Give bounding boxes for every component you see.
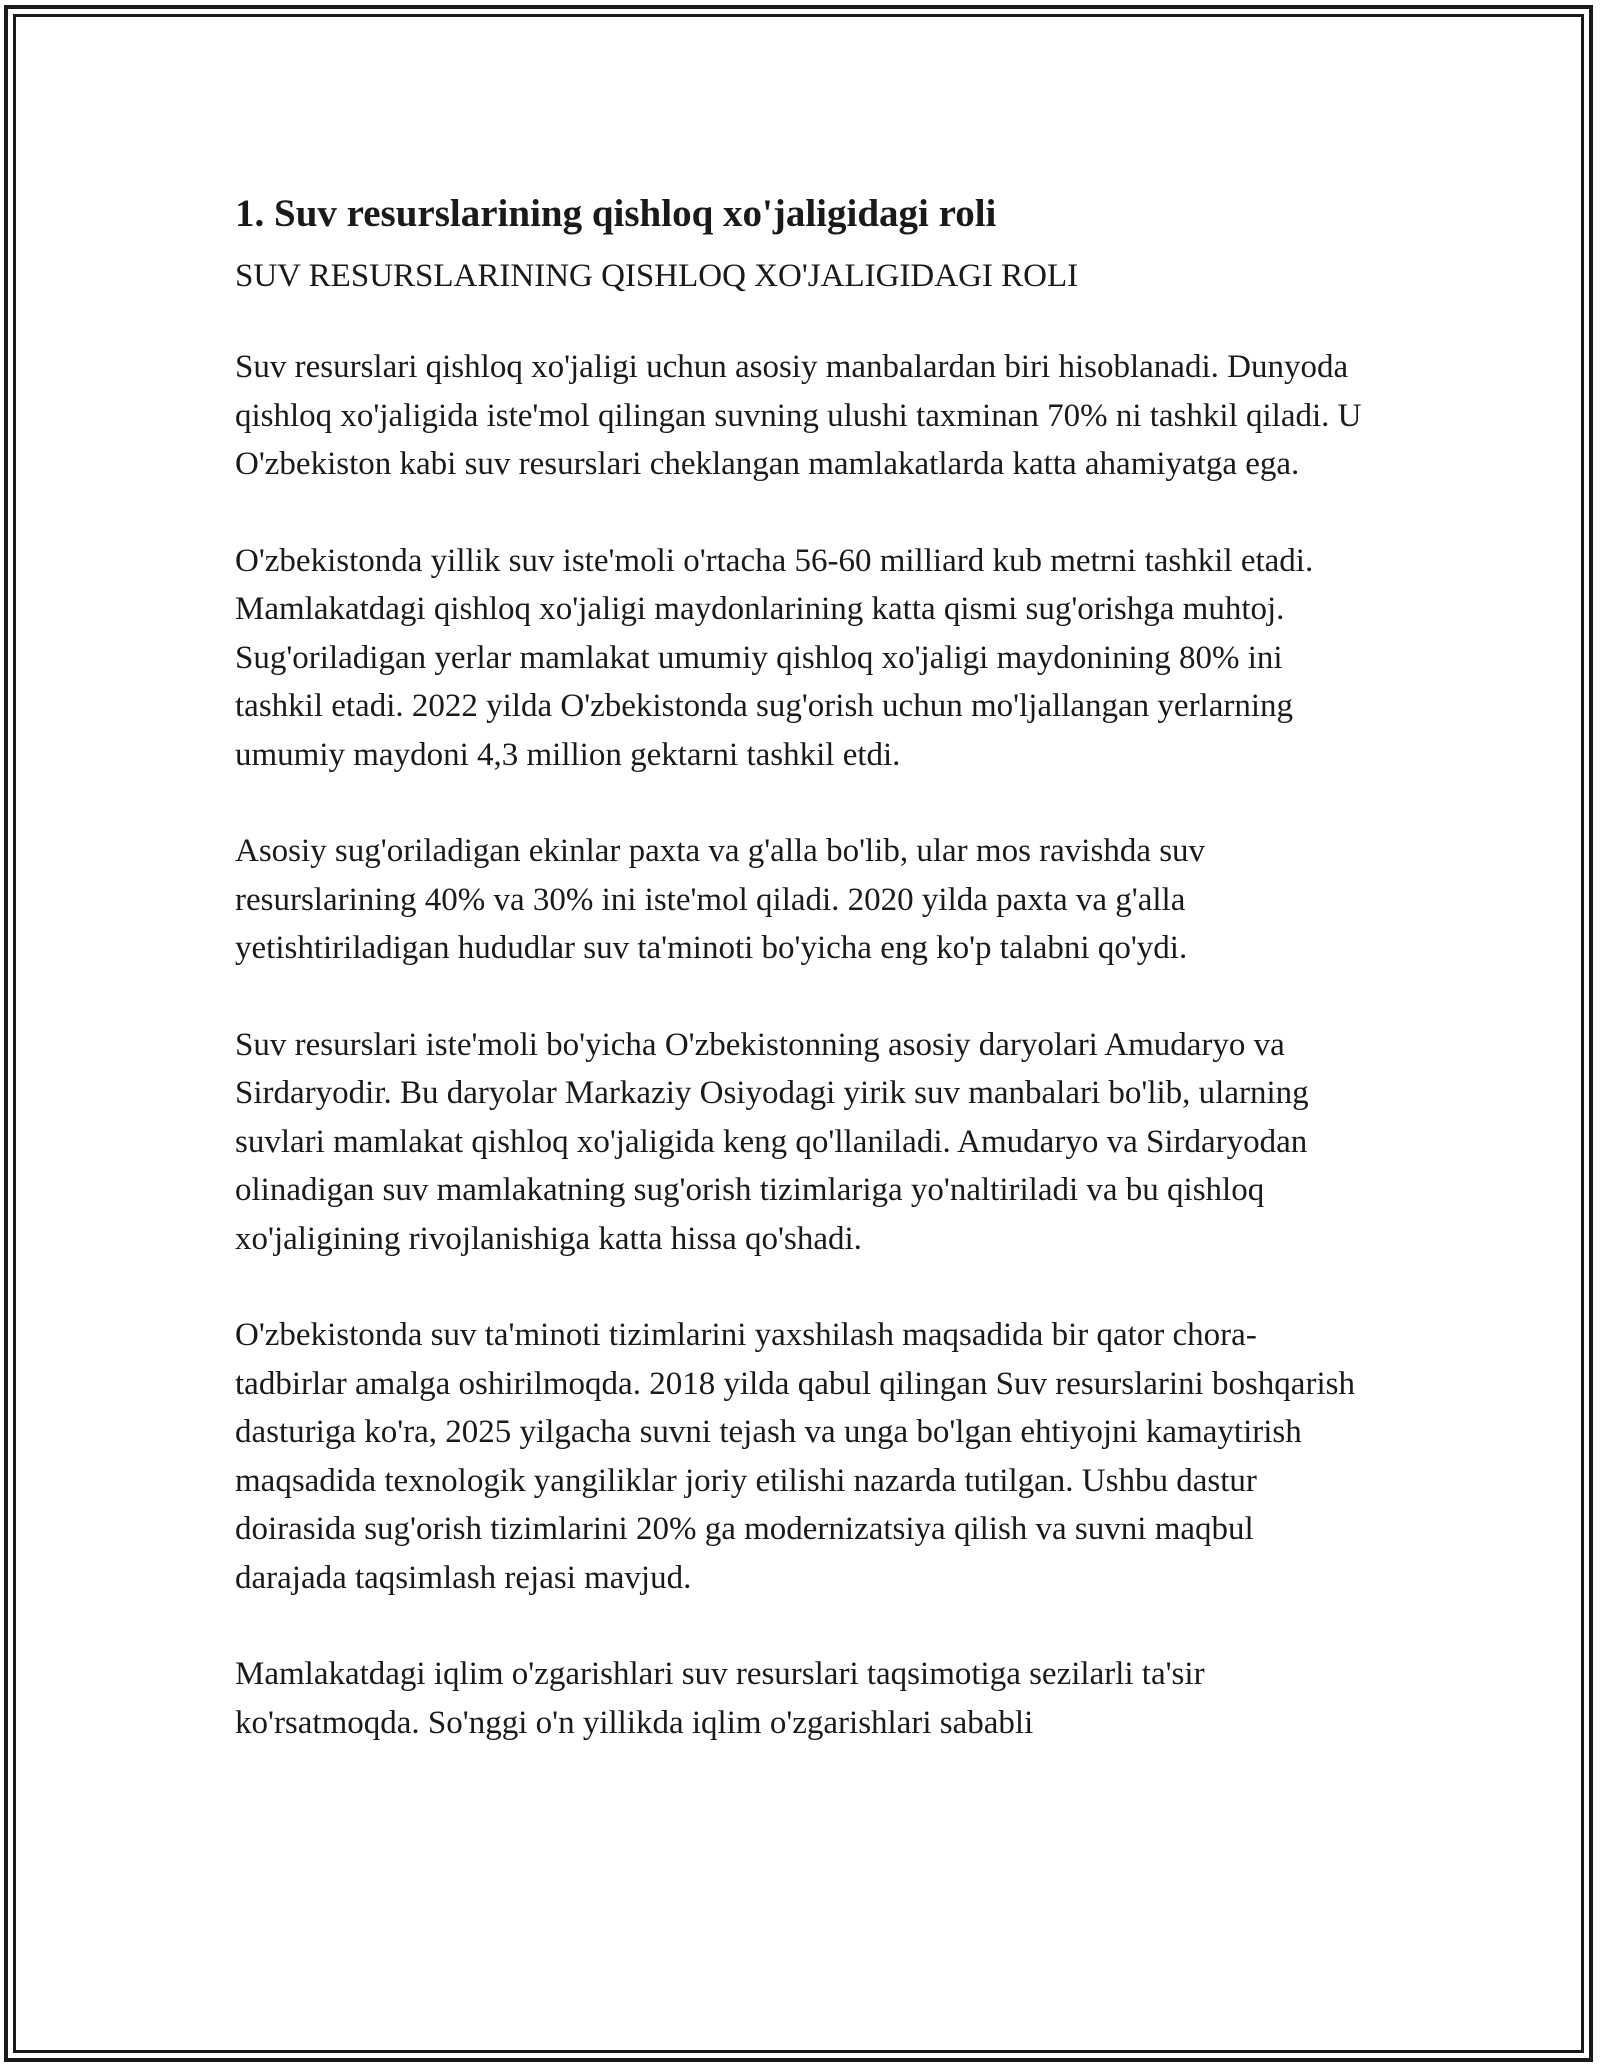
- paragraph-4: Suv resurslari iste'moli bo'yicha O'zbekistonning asosiy daryolari Amudaryo va Sirdaryodir. Bu daryolar Markaziy Osiyodagi yirik suv manbalari bo'lib, ularning suvlari mamlakat qishloq xo'jaligida keng qo'llaniladi. Amudaryo va Sirdaryodan olinadigan suv mamlakatning sug'orish tizimlariga yo'naltiriladi va bu qishloq xo'jaligining rivojlanishiga katta hissa qo'shadi.: [235, 1026, 1309, 1257]
- paragraph-3: Asosiy sug'oriladigan ekinlar paxta va g'alla bo'lib, ular mos ravishda suv resurslarining 40% va 30% ini iste'mol qiladi. 2020 yilda paxta va g'alla yetishtiriladigan hududlar suv ta'minoti bo'yicha eng ko'p talabni qo'ydi.: [235, 833, 1206, 966]
- paragraph-1: Suv resurslari qishloq xo'jaligi uchun asosiy manbalardan biri hisoblanadi. Dunyoda qishloq xo'jaligida iste'mol qilingan suvning ulushi taxminan 70% ni tashkil qiladi. U O'zbekiston kabi suv resurslari cheklangan mamlakatlarda katta ahamiyatga ega.: [235, 349, 1362, 482]
- paragraph-5: O'zbekistonda suv ta'minoti tizimlarini yaxshilash maqsadida bir qator chora-tadbirlar amalga oshirilmoqda. 2018 yilda qabul qilingan Suv resurslarini boshqarish dasturiga ko'ra, 2025 yilgacha suvni tejash va unga bo'lgan ehtiyojni kamaytirish maqsadida texnologik yangiliklar joriy etilishi nazarda tutilgan. Ushbu dastur doirasida sug'orish tizimlarini 20% ga modernizatsiya qilish va suvni maqbul darajada taqsimlash rejasi mavjud.: [235, 1317, 1355, 1596]
- paragraph-2: O'zbekistonda yillik suv iste'moli o'rtacha 56-60 milliard kub metrni tashkil etadi. Mamlakatdagi qishloq xo'jaligi maydonlarining katta qismi sug'orishga muhtoj. Sug'oriladigan yerlar mamlakat umumiy qishloq xo'jaligi maydonining 80% ini tashkil etadi. 2022 yilda O'zbekistonda sug'orish uchun mo'ljallangan yerlarning umumiy maydoni 4,3 million gektarni tashkil etdi.: [235, 542, 1314, 773]
- document-body: [235, 188, 1365, 1747]
- section-heading: 1. Suv resurslarining qishloq xo'jaligidagi roli: [235, 192, 997, 235]
- section-subtitle: SUV RESURSLARINING QISHLOQ XO'JALIGIDAGI ROLI: [235, 258, 1079, 294]
- paragraph-6: Mamlakatdagi iqlim o'zgarishlari suv resurslari taqsimotiga sezilarli ta'sir ko'rsatmoqda. So'nggi o'n yillikda iqlim o'zgarishlari sababli: [235, 1656, 1205, 1741]
